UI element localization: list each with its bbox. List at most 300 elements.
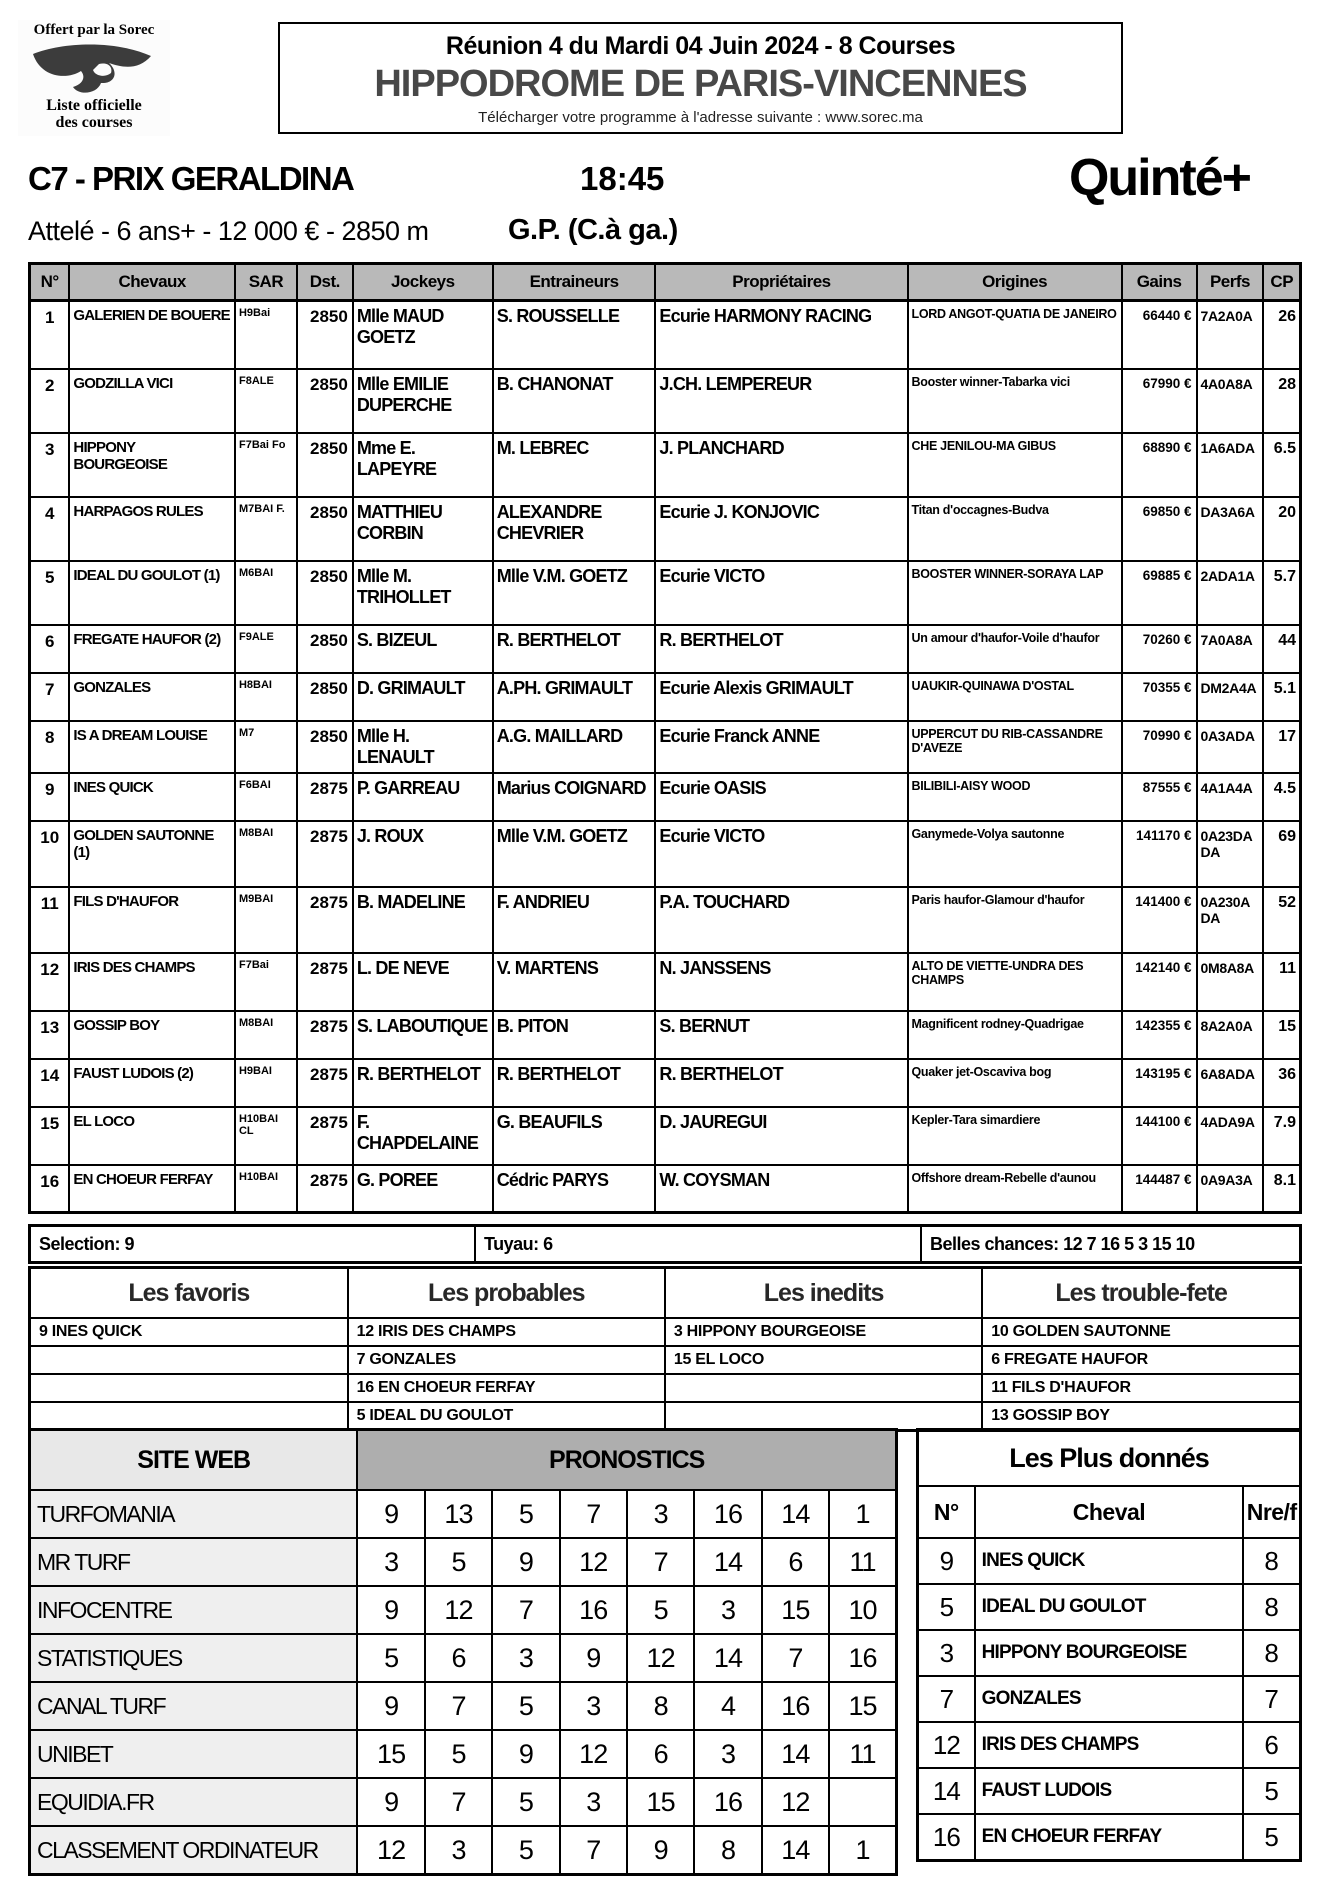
pronostic-pick: 14 <box>762 1826 829 1875</box>
runners-col-header-9: Perfs <box>1197 264 1264 301</box>
runner-cp: 36 <box>1263 1059 1300 1107</box>
runner-entraineur: B. PITON <box>493 1011 656 1059</box>
category-pick <box>665 1374 982 1402</box>
pronostic-pick: 14 <box>762 1490 829 1538</box>
plus-donnes-nref: 6 <box>1243 1722 1300 1768</box>
plus-donnes-nref: 5 <box>1243 1814 1300 1861</box>
runner-dst: 2850 <box>297 721 353 773</box>
category-pick: 16 EN CHOEUR FERFAY <box>348 1374 665 1402</box>
runner-origines: ALTO DE VIETTE-UNDRA DES CHAMPS <box>908 953 1122 1011</box>
pronostic-pick: 6 <box>627 1730 694 1778</box>
runner-origines: Magnificent rodney-Quadrigae <box>908 1011 1122 1059</box>
pronostic-pick: 7 <box>425 1682 492 1730</box>
runner-dst: 2875 <box>297 1165 353 1213</box>
plus-donnes-header-row <box>918 1486 1301 1538</box>
categories-table <box>28 1266 1302 1432</box>
runner-gains: 142140 € <box>1122 953 1197 1011</box>
runner-sar: F6BAI <box>235 773 297 821</box>
runner-cp: 15 <box>1263 1011 1300 1059</box>
runner-perfs: 4ADA9A <box>1197 1107 1264 1165</box>
runner-entraineur: G. BEAUFILS <box>493 1107 656 1165</box>
runner-row <box>30 887 1301 953</box>
runner-proprietaire: Ecurie J. KONJOVIC <box>655 497 907 561</box>
category-pick: 3 HIPPONY BOURGEOISE <box>665 1318 982 1346</box>
pronostic-row <box>30 1730 897 1778</box>
runner-jockey: B. MADELINE <box>353 887 493 953</box>
runner-origines: Ganymede-Volya sautonne <box>908 821 1122 887</box>
logo-caption-bottom2: des courses <box>55 113 133 131</box>
pronostic-pick: 5 <box>425 1538 492 1586</box>
pronostic-pick: 15 <box>357 1730 424 1778</box>
pronostic-pick: 12 <box>560 1538 627 1586</box>
runner-cp: 11 <box>1263 953 1300 1011</box>
pronostic-pick: 14 <box>762 1730 829 1778</box>
runner-sar: M6BAI <box>235 561 297 625</box>
runner-row <box>30 369 1301 433</box>
runner-dst: 2850 <box>297 369 353 433</box>
runner-origines: BILIBILI-AISY WOOD <box>908 773 1122 821</box>
runner-num: 8 <box>30 721 70 773</box>
runner-sar: F9ALE <box>235 625 297 673</box>
pronostic-pick: 12 <box>357 1826 424 1875</box>
category-pick: 11 FILS D'HAUFOR <box>982 1374 1300 1402</box>
pronostic-pick: 3 <box>357 1538 424 1586</box>
runner-num: 11 <box>30 887 70 953</box>
runner-num: 3 <box>30 433 70 497</box>
pronostic-pick: 6 <box>425 1634 492 1682</box>
runner-perfs: 0M8A8A <box>1197 953 1264 1011</box>
runner-sar: H10BAI <box>235 1165 297 1213</box>
pronostic-pick: 3 <box>560 1682 627 1730</box>
pronostic-pick: 6 <box>762 1538 829 1586</box>
pronostic-pick: 3 <box>560 1778 627 1826</box>
categories-header-row <box>30 1268 1301 1319</box>
runner-cp: 5.7 <box>1263 561 1300 625</box>
runner-gains: 87555 € <box>1122 773 1197 821</box>
runners-table <box>28 262 1302 1214</box>
pronostic-pick: 5 <box>425 1730 492 1778</box>
runner-entraineur: ALEXANDRE CHEVRIER <box>493 497 656 561</box>
pronostics-tbody <box>30 1490 897 1875</box>
runner-dst: 2875 <box>297 1107 353 1165</box>
runner-num: 4 <box>30 497 70 561</box>
pronostic-pick: 3 <box>425 1826 492 1875</box>
runners-col-header-3: Dst. <box>297 264 353 301</box>
runner-num: 13 <box>30 1011 70 1059</box>
pronostic-row <box>30 1538 897 1586</box>
runner-gains: 68890 € <box>1122 433 1197 497</box>
runner-proprietaire: R. BERTHELOT <box>655 625 907 673</box>
category-row <box>30 1346 1301 1374</box>
runners-tbody <box>30 301 1301 1213</box>
pronostic-pick: 8 <box>694 1826 761 1875</box>
runner-origines: UPPERCUT DU RIB-CASSANDRE D'AVEZE <box>908 721 1122 773</box>
runner-cheval: GOSSIP BOY <box>69 1011 235 1059</box>
runner-row <box>30 1165 1301 1213</box>
plus-donnes-row <box>918 1676 1301 1722</box>
runner-entraineur: Mlle V.M. GOETZ <box>493 561 656 625</box>
pronostic-pick: 12 <box>627 1634 694 1682</box>
pronostic-pick: 11 <box>829 1538 896 1586</box>
runner-row <box>30 497 1301 561</box>
race-header <box>28 148 1302 210</box>
runner-proprietaire: J. PLANCHARD <box>655 433 907 497</box>
category-pick: 13 GOSSIP BOY <box>982 1402 1300 1431</box>
runner-dst: 2875 <box>297 1059 353 1107</box>
pronostic-row <box>30 1490 897 1538</box>
runner-gains: 144100 € <box>1122 1107 1197 1165</box>
runner-cheval: GONZALES <box>69 673 235 721</box>
runner-cp: 5.1 <box>1263 673 1300 721</box>
runners-col-header-4: Jockeys <box>353 264 493 301</box>
pronostic-pick: 7 <box>425 1778 492 1826</box>
runner-jockey: P. GARREAU <box>353 773 493 821</box>
category-pick: 6 FREGATE HAUFOR <box>982 1346 1300 1374</box>
race-conditions: Attelé - 6 ans+ - 12 000 € - 2850 m <box>28 216 429 246</box>
runner-dst: 2875 <box>297 887 353 953</box>
runner-sar: H9Bai <box>235 301 297 369</box>
category-pick <box>30 1374 348 1402</box>
pronostic-pick: 13 <box>425 1490 492 1538</box>
runner-proprietaire: Ecurie HARMONY RACING <box>655 301 907 369</box>
pronostic-pick: 9 <box>492 1538 559 1586</box>
selection-value: Selection: 9 <box>30 1226 476 1263</box>
runner-cheval: INES QUICK <box>69 773 235 821</box>
plus-donnes-cheval: EN CHOEUR FERFAY <box>975 1814 1244 1861</box>
runner-dst: 2850 <box>297 497 353 561</box>
runners-col-header-6: Propriétaires <box>655 264 907 301</box>
runner-proprietaire: Ecurie VICTO <box>655 561 907 625</box>
pronostic-pick: 10 <box>829 1586 896 1634</box>
pronostic-site: STATISTIQUES <box>30 1634 358 1682</box>
runner-perfs: 7A0A8A <box>1197 625 1264 673</box>
runner-gains: 144487 € <box>1122 1165 1197 1213</box>
pronostic-pick: 7 <box>560 1490 627 1538</box>
pronostic-pick: 16 <box>694 1778 761 1826</box>
runners-col-header-2: SAR <box>235 264 297 301</box>
belles-chances-value: Belles chances: 12 7 16 5 3 15 10 <box>921 1226 1301 1263</box>
runner-gains: 67990 € <box>1122 369 1197 433</box>
race-track-type: G.P. (C.à ga.) <box>508 214 678 246</box>
runner-perfs: 0A3ADA <box>1197 721 1264 773</box>
runner-row <box>30 433 1301 497</box>
selection-row <box>30 1226 1301 1263</box>
runner-dst: 2875 <box>297 773 353 821</box>
site-web-header: SITE WEB <box>30 1430 358 1491</box>
plus-donnes-row <box>918 1768 1301 1814</box>
tuyau-value: Tuyau: 6 <box>475 1226 921 1263</box>
runner-perfs: 4A1A4A <box>1197 773 1264 821</box>
runner-proprietaire: W. COYSMAN <box>655 1165 907 1213</box>
pronostic-pick: 3 <box>492 1634 559 1682</box>
runner-dst: 2875 <box>297 1011 353 1059</box>
runner-cp: 7.9 <box>1263 1107 1300 1165</box>
pronostic-pick: 5 <box>492 1682 559 1730</box>
runner-entraineur: Cédric PARYS <box>493 1165 656 1213</box>
runner-num: 16 <box>30 1165 70 1213</box>
runner-num: 7 <box>30 673 70 721</box>
runner-gains: 143195 € <box>1122 1059 1197 1107</box>
runner-jockey: MATTHIEU CORBIN <box>353 497 493 561</box>
pronostic-pick: 9 <box>357 1490 424 1538</box>
runner-perfs: 0A23DA DA <box>1197 821 1264 887</box>
plus-donnes-col-header-2: Nre/f <box>1243 1486 1300 1538</box>
category-pick: 9 INES QUICK <box>30 1318 348 1346</box>
runner-row <box>30 1011 1301 1059</box>
plus-donnes-tbody <box>918 1538 1301 1861</box>
runner-proprietaire: Ecurie Alexis GRIMAULT <box>655 673 907 721</box>
runner-origines: BOOSTER WINNER-SORAYA LAP <box>908 561 1122 625</box>
runner-row <box>30 561 1301 625</box>
pronostic-pick: 14 <box>694 1538 761 1586</box>
runner-origines: CHE JENILOU-MA GIBUS <box>908 433 1122 497</box>
runner-cheval: EN CHOEUR FERFAY <box>69 1165 235 1213</box>
plus-donnes-col-header-0: N° <box>918 1486 975 1538</box>
plus-donnes-num: 14 <box>918 1768 975 1814</box>
runner-jockey: F. CHAPDELAINE <box>353 1107 493 1165</box>
runner-row <box>30 721 1301 773</box>
runner-proprietaire: Ecurie Franck ANNE <box>655 721 907 773</box>
pronostic-pick: 8 <box>627 1682 694 1730</box>
runner-origines: Booster winner-Tabarka vici <box>908 369 1122 433</box>
runners-col-header-7: Origines <box>908 264 1122 301</box>
plus-donnes-nref: 7 <box>1243 1676 1300 1722</box>
runner-proprietaire: Ecurie VICTO <box>655 821 907 887</box>
plus-donnes-row <box>918 1538 1301 1584</box>
pronostic-pick: 16 <box>694 1490 761 1538</box>
runner-cp: 69 <box>1263 821 1300 887</box>
pronostic-pick: 7 <box>762 1634 829 1682</box>
runner-perfs: 1A6ADA <box>1197 433 1264 497</box>
categories-tbody <box>30 1318 1301 1431</box>
category-header-1: Les probables <box>348 1268 665 1319</box>
category-row <box>30 1318 1301 1346</box>
runners-header-row <box>30 264 1301 301</box>
runners-col-header-5: Entraineurs <box>493 264 656 301</box>
runner-row <box>30 1107 1301 1165</box>
runner-jockey: Mme E. LAPEYRE <box>353 433 493 497</box>
plus-donnes-nref: 8 <box>1243 1538 1300 1584</box>
category-pick: 15 EL LOCO <box>665 1346 982 1374</box>
runner-jockey: S. LABOUTIQUE <box>353 1011 493 1059</box>
pronostic-row <box>30 1778 897 1826</box>
runner-num: 2 <box>30 369 70 433</box>
pronostic-pick: 16 <box>829 1634 896 1682</box>
runner-cheval: HARPAGOS RULES <box>69 497 235 561</box>
pronostic-row <box>30 1586 897 1634</box>
plus-donnes-nref: 8 <box>1243 1584 1300 1630</box>
runner-origines: Quaker jet-Oscaviva bog <box>908 1059 1122 1107</box>
plus-donnes-num: 9 <box>918 1538 975 1584</box>
runner-row <box>30 953 1301 1011</box>
runner-entraineur: A.PH. GRIMAULT <box>493 673 656 721</box>
pronostic-site: EQUIDIA.FR <box>30 1778 358 1826</box>
runner-cheval: GALERIEN DE BOUERE <box>69 301 235 369</box>
runners-col-header-10: CP <box>1263 264 1300 301</box>
runner-row <box>30 773 1301 821</box>
runner-cp: 44 <box>1263 625 1300 673</box>
pronostic-pick: 7 <box>627 1538 694 1586</box>
runner-num: 5 <box>30 561 70 625</box>
pronostic-pick: 12 <box>762 1778 829 1826</box>
runner-origines: Paris haufor-Glamour d'haufor <box>908 887 1122 953</box>
runner-sar: H10BAI CL <box>235 1107 297 1165</box>
runner-cp: 28 <box>1263 369 1300 433</box>
runner-num: 15 <box>30 1107 70 1165</box>
runner-gains: 141400 € <box>1122 887 1197 953</box>
category-pick <box>30 1402 348 1431</box>
plus-donnes-num: 16 <box>918 1814 975 1861</box>
plus-donnes-nref: 5 <box>1243 1768 1300 1814</box>
pronostic-site: INFOCENTRE <box>30 1586 358 1634</box>
runner-perfs: 0A9A3A <box>1197 1165 1264 1213</box>
runner-perfs: 8A2A0A <box>1197 1011 1264 1059</box>
plus-donnes-row <box>918 1630 1301 1676</box>
runner-cheval: FREGATE HAUFOR (2) <box>69 625 235 673</box>
runner-jockey: D. GRIMAULT <box>353 673 493 721</box>
plus-donnes-num: 12 <box>918 1722 975 1768</box>
category-pick: 7 GONZALES <box>348 1346 665 1374</box>
runner-entraineur: A.G. MAILLARD <box>493 721 656 773</box>
pronostic-pick: 15 <box>829 1682 896 1730</box>
runner-cheval: IS A DREAM LOUISE <box>69 721 235 773</box>
runner-gains: 141170 € <box>1122 821 1197 887</box>
plus-donnes-cheval: FAUST LUDOIS <box>975 1768 1244 1814</box>
runner-jockey: Mlle MAUD GOETZ <box>353 301 493 369</box>
runner-jockey: J. ROUX <box>353 821 493 887</box>
runner-cheval: IRIS DES CHAMPS <box>69 953 235 1011</box>
runner-row <box>30 1059 1301 1107</box>
runner-num: 9 <box>30 773 70 821</box>
runner-gains: 70260 € <box>1122 625 1197 673</box>
runner-proprietaire: P.A. TOUCHARD <box>655 887 907 953</box>
runner-gains: 69850 € <box>1122 497 1197 561</box>
pronostic-pick: 7 <box>492 1586 559 1634</box>
category-pick: 5 IDEAL DU GOULOT <box>348 1402 665 1431</box>
plus-donnes-title-row <box>918 1430 1301 1487</box>
pronostics-table <box>28 1428 898 1876</box>
pronostic-site: UNIBET <box>30 1730 358 1778</box>
pronostic-pick: 9 <box>357 1778 424 1826</box>
runner-entraineur: R. BERTHELOT <box>493 1059 656 1107</box>
pronostic-pick: 12 <box>560 1730 627 1778</box>
runner-dst: 2850 <box>297 301 353 369</box>
runner-entraineur: M. LEBREC <box>493 433 656 497</box>
runner-row <box>30 821 1301 887</box>
plus-donnes-row <box>918 1814 1301 1861</box>
runner-sar: F7Bai <box>235 953 297 1011</box>
download-line: Télécharger votre programme à l'adresse suivante : www.sorec.ma <box>478 109 923 126</box>
runner-dst: 2850 <box>297 561 353 625</box>
runner-num: 14 <box>30 1059 70 1107</box>
runner-cheval: HIPPONY BOURGEOISE <box>69 433 235 497</box>
runners-col-header-8: Gains <box>1122 264 1197 301</box>
runner-proprietaire: R. BERTHELOT <box>655 1059 907 1107</box>
runner-sar: M8BAI <box>235 1011 297 1059</box>
pronostic-pick: 15 <box>627 1778 694 1826</box>
runner-cp: 4.5 <box>1263 773 1300 821</box>
pronostic-site: MR TURF <box>30 1538 358 1586</box>
runner-perfs: 4A0A8A <box>1197 369 1264 433</box>
selection-bar <box>28 1224 1302 1264</box>
runner-jockey: G. POREE <box>353 1165 493 1213</box>
runner-jockey: S. BIZEUL <box>353 625 493 673</box>
pronostic-row <box>30 1826 897 1875</box>
runner-cp: 6.5 <box>1263 433 1300 497</box>
pronostic-site: TURFOMANIA <box>30 1490 358 1538</box>
pronostic-pick: 5 <box>627 1586 694 1634</box>
pronostic-pick: 9 <box>560 1634 627 1682</box>
runner-sar: F7Bai Fo <box>235 433 297 497</box>
runner-dst: 2875 <box>297 821 353 887</box>
pronostic-row <box>30 1682 897 1730</box>
pronostic-pick: 16 <box>560 1586 627 1634</box>
runner-gains: 70355 € <box>1122 673 1197 721</box>
runner-proprietaire: J.CH. LEMPEREUR <box>655 369 907 433</box>
runner-perfs: DA3A6A <box>1197 497 1264 561</box>
runners-col-header-0: N° <box>30 264 70 301</box>
pronostic-pick: 9 <box>357 1682 424 1730</box>
runner-sar: H9BAI <box>235 1059 297 1107</box>
runner-jockey: Mlle EMILIE DUPERCHE <box>353 369 493 433</box>
runner-origines: LORD ANGOT-QUATIA DE JANEIRO <box>908 301 1122 369</box>
runner-cheval: FAUST LUDOIS (2) <box>69 1059 235 1107</box>
pronostic-pick: 3 <box>694 1730 761 1778</box>
plus-donnes-num: 3 <box>918 1630 975 1676</box>
runner-sar: M9BAI <box>235 887 297 953</box>
runner-num: 12 <box>30 953 70 1011</box>
pronostic-pick: 3 <box>694 1586 761 1634</box>
runner-cheval: FILS D'HAUFOR <box>69 887 235 953</box>
pronostic-pick: 14 <box>694 1634 761 1682</box>
pronostic-pick: 5 <box>492 1490 559 1538</box>
pronostic-pick: 1 <box>829 1826 896 1875</box>
runner-perfs: 7A2A0A <box>1197 301 1264 369</box>
runner-sar: M8BAI <box>235 821 297 887</box>
runner-num: 10 <box>30 821 70 887</box>
plus-donnes-nref: 8 <box>1243 1630 1300 1676</box>
runner-sar: F8ALE <box>235 369 297 433</box>
race-conditions-line <box>28 212 1302 252</box>
plus-donnes-cheval: INES QUICK <box>975 1538 1244 1584</box>
category-pick: 12 IRIS DES CHAMPS <box>348 1318 665 1346</box>
pronostic-pick: 9 <box>357 1586 424 1634</box>
runner-entraineur: Mlle V.M. GOETZ <box>493 821 656 887</box>
runner-perfs: DM2A4A <box>1197 673 1264 721</box>
pronostic-pick: 16 <box>762 1682 829 1730</box>
category-pick: 10 GOLDEN SAUTONNE <box>982 1318 1300 1346</box>
pronostic-pick: 4 <box>694 1682 761 1730</box>
pronostics-header-row <box>30 1430 897 1491</box>
pronostic-pick: 11 <box>829 1730 896 1778</box>
category-header-0: Les favoris <box>30 1268 348 1319</box>
plus-donnes-row <box>918 1584 1301 1630</box>
runner-entraineur: S. ROUSSELLE <box>493 301 656 369</box>
sorec-logo <box>18 20 170 136</box>
runner-entraineur: Marius COIGNARD <box>493 773 656 821</box>
category-header-3: Les trouble-fete <box>982 1268 1300 1319</box>
pronostic-site: CLASSEMENT ORDINATEUR <box>30 1826 358 1875</box>
runner-cp: 20 <box>1263 497 1300 561</box>
runner-row <box>30 301 1301 369</box>
category-pick <box>665 1402 982 1431</box>
runner-origines: UAUKIR-QUINAWA D'OSTAL <box>908 673 1122 721</box>
runner-cp: 26 <box>1263 301 1300 369</box>
category-row <box>30 1374 1301 1402</box>
sorec-horse-logo-icon <box>28 40 160 98</box>
runner-dst: 2875 <box>297 953 353 1011</box>
runner-jockey: Mlle H. LENAULT <box>353 721 493 773</box>
